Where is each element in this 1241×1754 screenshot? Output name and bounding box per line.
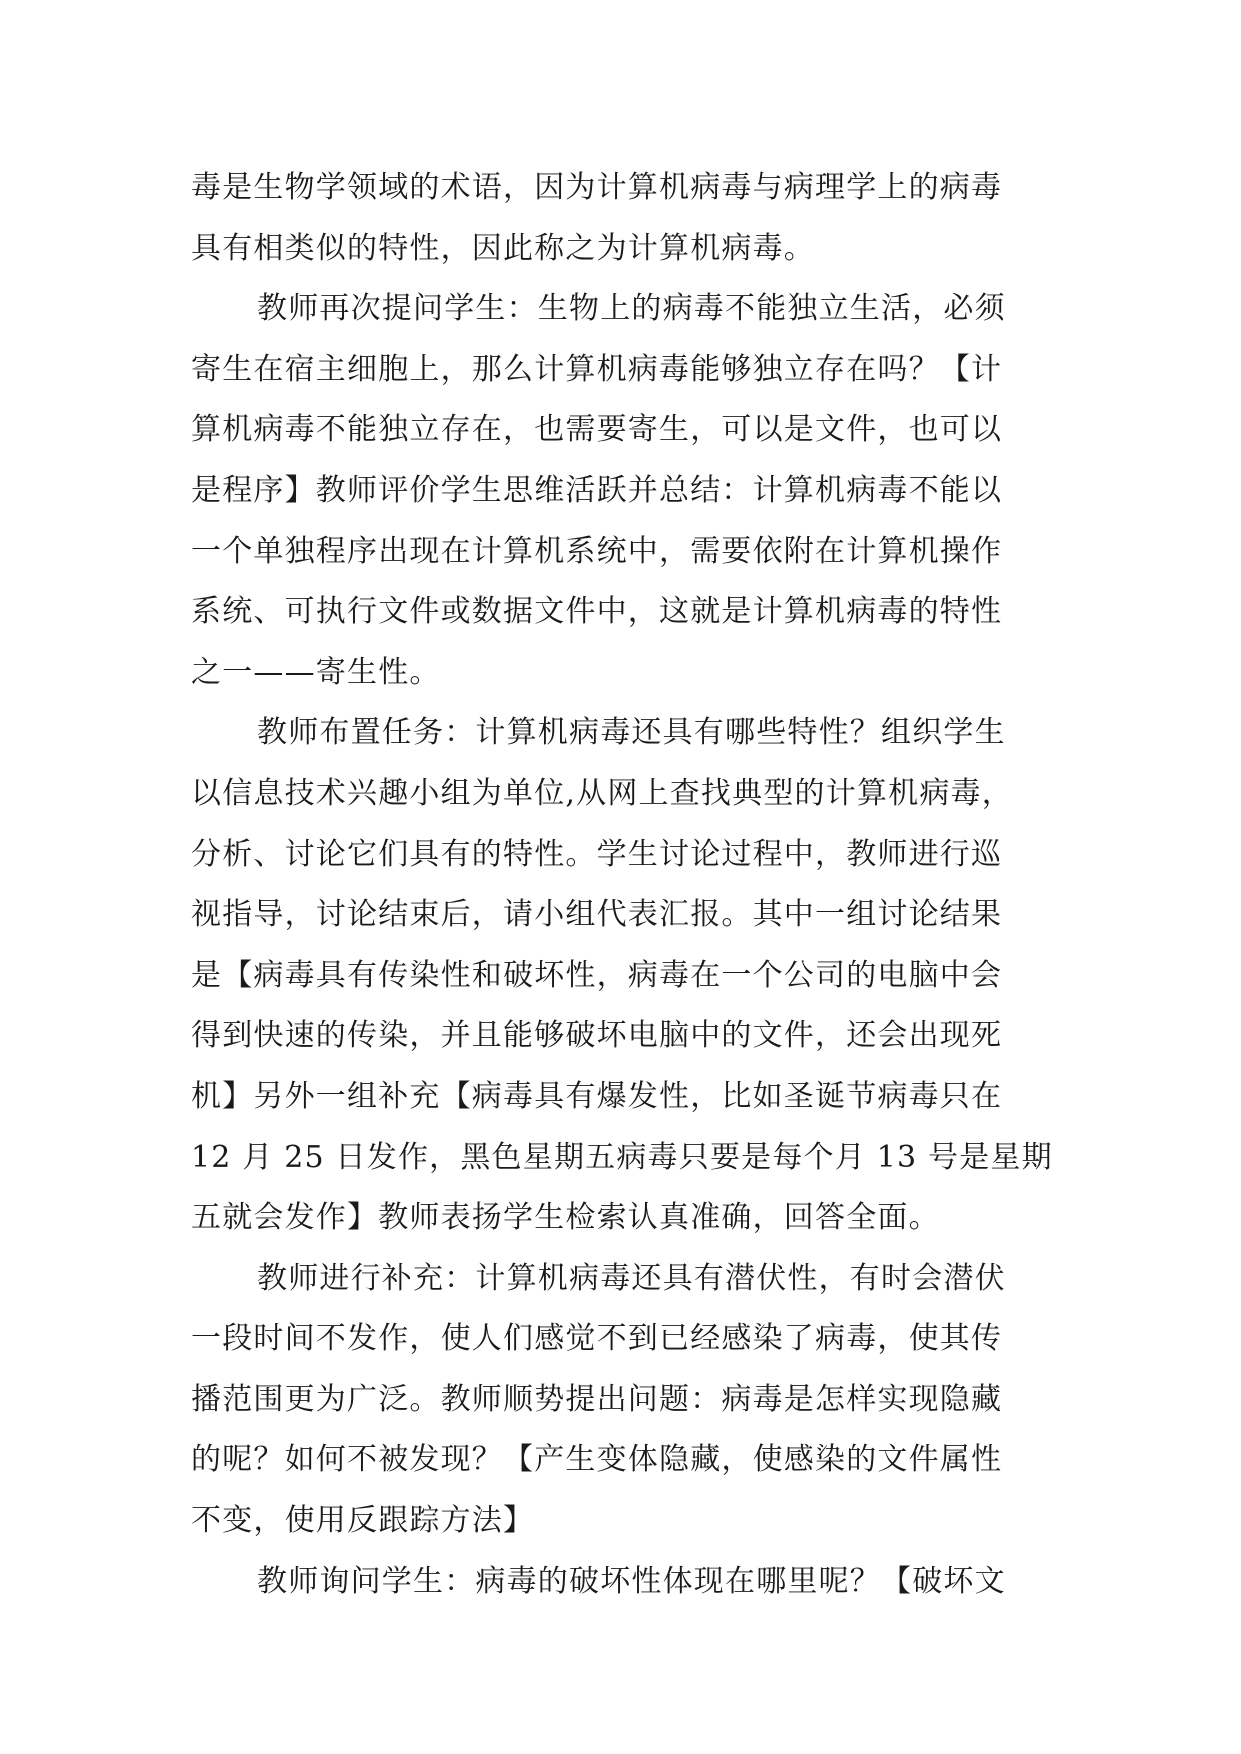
text-line: 毒是生物学领域的术语，因为计算机病毒与病理学上的病毒 bbox=[191, 170, 1003, 205]
text-line: 机】另外一组补充【病毒具有爆发性，比如圣诞节病毒只在 bbox=[191, 1078, 1003, 1114]
text-line: 分析、讨论它们具有的特性。学生讨论过程中，教师进行巡 bbox=[191, 836, 1003, 872]
text-line: 一个单独程序出现在计算机系统中，需要依附在计算机操作 bbox=[191, 533, 1003, 569]
text-line: 视指导，讨论结束后，请小组代表汇报。其中一组讨论结果 bbox=[191, 897, 1003, 933]
text-line: 是【病毒具有传染性和破坏性，病毒在一个公司的电脑中会 bbox=[191, 957, 1003, 993]
text-line: 播范围更为广泛。教师顺势提出问题：病毒是怎样实现隐藏 bbox=[191, 1381, 1003, 1417]
text-line: 之一——寄生性。 bbox=[191, 654, 441, 690]
paragraph-start-line: 教师进行补充：计算机病毒还具有潜伏性，有时会潜伏 bbox=[257, 1260, 1006, 1296]
text-line: 寄生在宿主细胞上，那么计算机病毒能够独立存在吗？【计 bbox=[191, 351, 1003, 387]
text-line: 具有相类似的特性，因此称之为计算机病毒。 bbox=[191, 230, 815, 266]
paragraph-start-line: 教师询问学生：病毒的破坏性体现在哪里呢？【破坏文 bbox=[257, 1563, 1006, 1599]
paragraph-start-line: 教师布置任务：计算机病毒还具有哪些特性？组织学生 bbox=[257, 715, 1006, 751]
text-line: 不变，使用反跟踪方法】 bbox=[191, 1503, 535, 1539]
text-line: 的呢？如何不被发现？【产生变体隐藏，使感染的文件属性 bbox=[191, 1442, 1003, 1478]
text-line: 是程序】教师评价学生思维活跃并总结：计算机病毒不能以 bbox=[191, 472, 1003, 508]
text-line: 算机病毒不能独立存在，也需要寄生，可以是文件，也可以 bbox=[191, 412, 1003, 448]
text-line: 一段时间不发作，使人们感觉不到已经感染了病毒，使其传 bbox=[191, 1321, 1003, 1357]
paragraph-start-line: 教师再次提问学生：生物上的病毒不能独立生活，必须 bbox=[257, 291, 1006, 327]
text-line: 12 月 25 日发作，黑色星期五病毒只要是每个月 13 号是星期 bbox=[191, 1139, 1053, 1175]
body-text bbox=[191, 158, 1061, 1612]
text-line: 得到快速的传染，并且能够破坏电脑中的文件，还会出现死 bbox=[191, 1018, 1003, 1054]
text-line: 以信息技术兴趣小组为单位,从网上查找典型的计算机病毒， bbox=[191, 775, 1013, 811]
text-line: 系统、可执行文件或数据文件中，这就是计算机病毒的特性 bbox=[191, 594, 1003, 630]
text-line: 五就会发作】教师表扬学生检索认真准确，回答全面。 bbox=[191, 1200, 940, 1236]
